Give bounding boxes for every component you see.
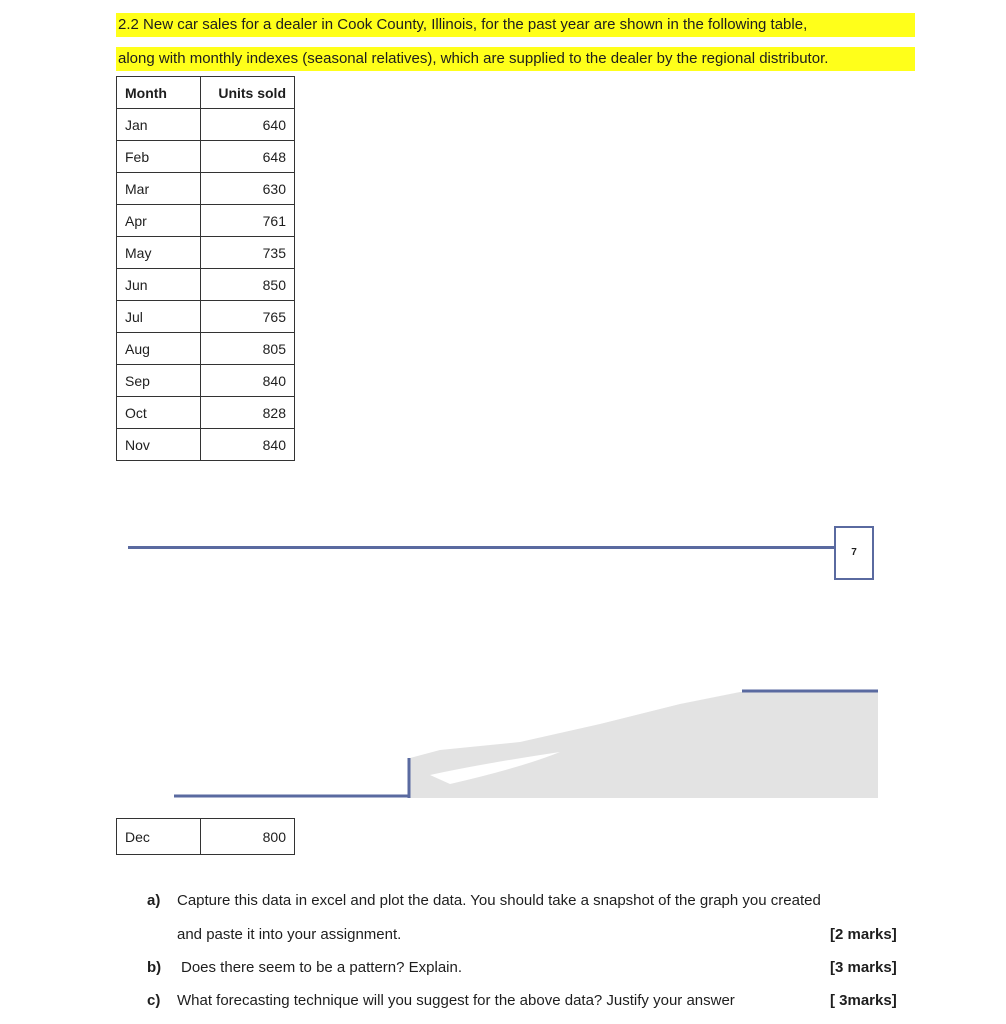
units-cell: 735 <box>201 237 295 269</box>
question-a-marks: [2 marks] <box>830 926 897 943</box>
question-a-text-cont: and paste it into your assignment. <box>177 926 402 943</box>
table-row <box>117 141 295 173</box>
torn-paper-shape <box>410 692 878 798</box>
table-row <box>117 269 295 301</box>
table-row <box>117 333 295 365</box>
units-cell: 805 <box>201 333 295 365</box>
intro-line-2: along with monthly indexes (seasonal relatives), which are supplied to the dealer by the regional distributor. <box>116 47 915 71</box>
table-row <box>117 819 295 855</box>
units-cell: 761 <box>201 205 295 237</box>
table-row <box>117 205 295 237</box>
question-b-marks: [3 marks] <box>830 959 897 976</box>
month-cell: Jul <box>117 301 201 333</box>
table-row <box>117 301 295 333</box>
table-header-row <box>117 77 295 109</box>
units-cell: 640 <box>201 109 295 141</box>
header-month: Month <box>117 77 201 109</box>
question-a-label: a) <box>147 892 161 909</box>
question-c-label: c) <box>147 992 161 1009</box>
units-cell: 828 <box>201 397 295 429</box>
month-cell: Mar <box>117 173 201 205</box>
intro-line-1: 2.2 New car sales for a dealer in Cook County, Illinois, for the past year are shown in the following table, <box>116 13 915 37</box>
page-break-rule <box>128 546 834 549</box>
question-c-marks: [ 3marks] <box>830 992 897 1009</box>
units-cell: 648 <box>201 141 295 173</box>
sales-table-continued <box>116 818 295 855</box>
table-row <box>117 397 295 429</box>
month-cell: May <box>117 237 201 269</box>
month-cell: Apr <box>117 205 201 237</box>
units-cell: 765 <box>201 301 295 333</box>
torn-paper-shading <box>0 680 1006 810</box>
units-cell: 850 <box>201 269 295 301</box>
month-cell: Nov <box>117 429 201 461</box>
header-units: Units sold <box>201 77 295 109</box>
month-cell: Aug <box>117 333 201 365</box>
table-row <box>117 237 295 269</box>
sales-table <box>116 76 295 461</box>
units-cell: 630 <box>201 173 295 205</box>
table-row <box>117 109 295 141</box>
table-row <box>117 429 295 461</box>
month-cell: Oct <box>117 397 201 429</box>
month-cell: Jan <box>117 109 201 141</box>
question-b-text: Does there seem to be a pattern? Explain. <box>181 959 463 976</box>
month-cell: Sep <box>117 365 201 397</box>
table-row <box>117 365 295 397</box>
units-cell: 800 <box>201 819 295 855</box>
question-a-text: Capture this data in excel and plot the data. You should take a snapshot of the graph you created <box>177 892 821 909</box>
question-b-label: b) <box>147 959 162 976</box>
units-cell: 840 <box>201 365 295 397</box>
page-number: 7 <box>834 526 874 580</box>
question-c-text: What forecasting technique will you suggest for the above data? Justify your answer <box>177 992 735 1009</box>
table-row <box>117 173 295 205</box>
month-cell: Jun <box>117 269 201 301</box>
month-cell: Feb <box>117 141 201 173</box>
units-cell: 840 <box>201 429 295 461</box>
month-cell: Dec <box>117 819 201 855</box>
